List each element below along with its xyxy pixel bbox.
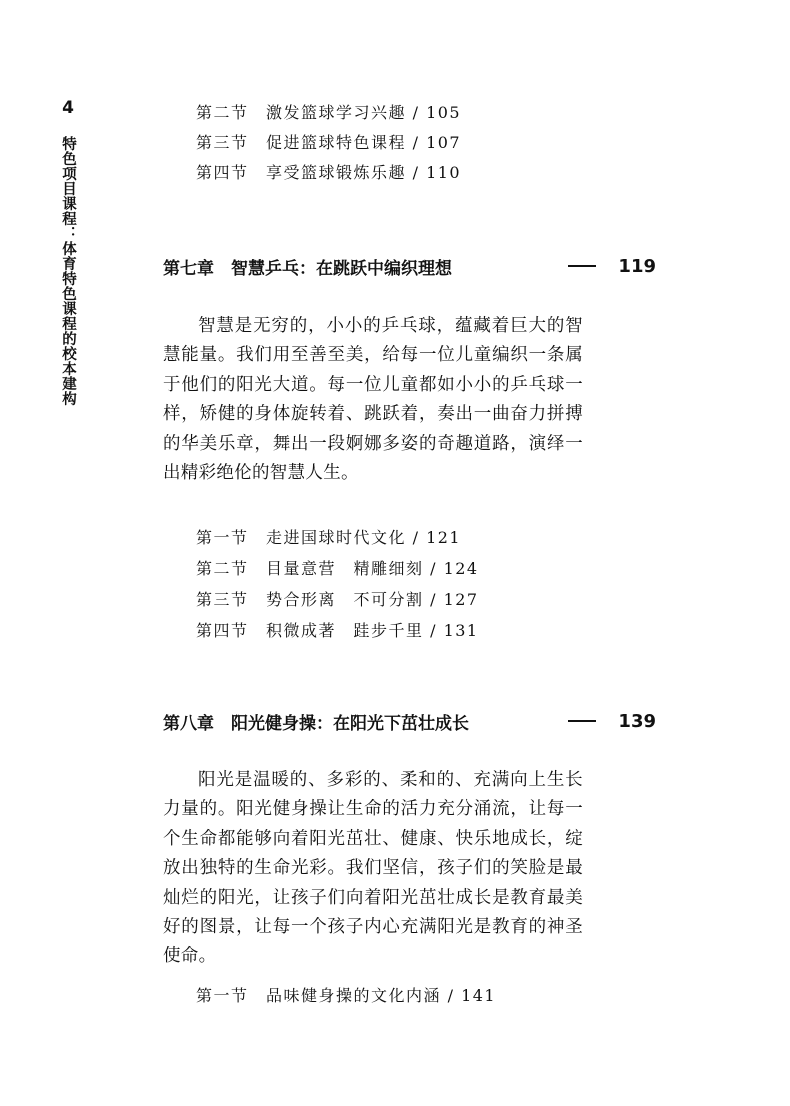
chapter-title: 第七章 智慧乒乓：在跳跃中编织理想 — [163, 258, 452, 279]
toc-section-entry[interactable]: 第二节 激发篮球学习兴趣 / 105 — [196, 103, 462, 122]
leader-dash — [568, 720, 596, 722]
toc-section-entry[interactable]: 第一节 走进国球时代文化 / 121 — [196, 528, 462, 547]
toc-section-entry[interactable]: 第二节 目量意营 精雕细刻 / 124 — [196, 559, 479, 578]
toc-section-entry[interactable]: 第三节 势合形离 不可分割 / 127 — [196, 590, 479, 609]
leader-dash — [568, 265, 596, 267]
chapter-8-summary: 阳光是温暖的、多彩的、柔和的、充满向上生长力量的。阳光健身操让生命的活力充分涌流，让每一个生命都能够向着阳光茁壮、健康、快乐地成长，绽放出独特的生命光彩。我们坚信，孩子们的笑脸是最灿烂的阳光，让孩子们向着阳光茁壮成长是教育最美好的图景，让每一个孩子内心充满阳光是教育的神圣使命。 — [163, 770, 583, 967]
chapter-title: 第八章 阳光健身操：在阳光下茁壮成长 — [163, 713, 469, 734]
toc-chapter-8[interactable] — [163, 708, 656, 734]
part-title-vertical: 特色项目课程：体育特色课程的校本建构 — [60, 136, 76, 406]
chapter-page-number: 139 — [618, 710, 656, 732]
toc-section-entry[interactable]: 第三节 促进篮球特色课程 / 107 — [196, 133, 462, 152]
toc-section-entry[interactable]: 第四节 积微成著 跬步千里 / 131 — [196, 621, 479, 640]
toc-section-entry[interactable]: 第一节 品味健身操的文化内涵 / 141 — [196, 986, 497, 1005]
toc-chapter-7[interactable] — [163, 253, 656, 279]
chapter-7-summary: 智慧是无穷的，小小的乒乓球，蕴藏着巨大的智慧能量。我们用至善至美，给每一位儿童编织一条属于他们的阳光大道。每一位儿童都如小小的乒乓球一样，矫健的身体旋转着、跳跃着，奏出一曲奋力拼搏的华美乐章，舞出一段婀娜多姿的奇趣道路，演绎一出精彩绝伦的智慧人生。 — [163, 316, 583, 484]
chapter-number: 4 — [62, 98, 74, 118]
toc-section-entry[interactable]: 第四节 享受篮球锻炼乐趣 / 110 — [196, 163, 462, 182]
chapter-page-number: 119 — [618, 255, 656, 277]
chapter-side-marker — [56, 98, 80, 406]
